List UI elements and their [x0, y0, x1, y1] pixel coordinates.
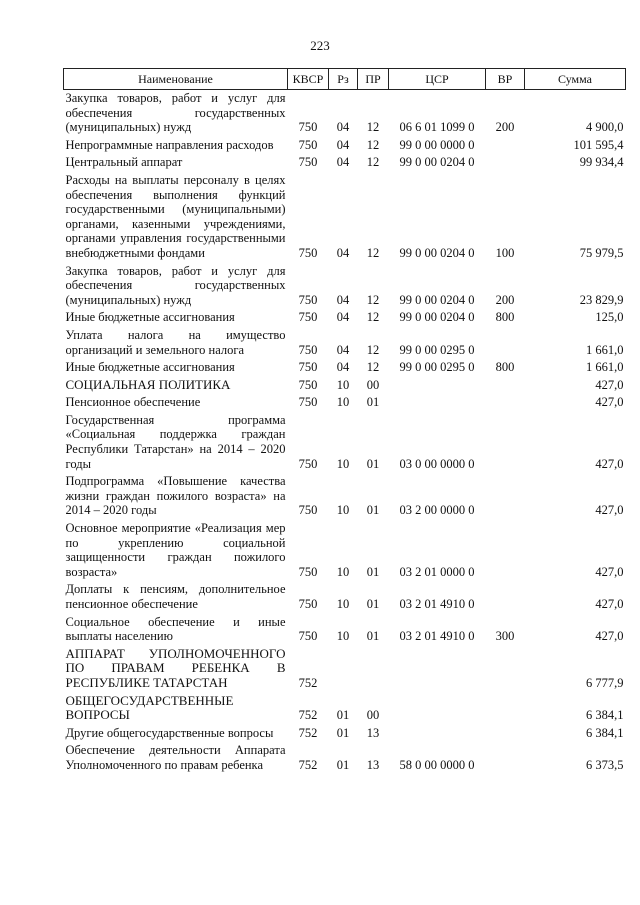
row-name: Другие общегосударственные вопросы: [65, 725, 274, 740]
row-csr: 03 2 01 4910 0: [399, 629, 475, 644]
row-pr: 12: [366, 292, 380, 307]
row-csr: [389, 377, 486, 395]
row-sum: 427,0: [595, 395, 624, 410]
row-vr: [486, 412, 525, 473]
table-header-row: [64, 69, 626, 90]
row-kvsr: 750: [298, 377, 318, 392]
row-vr: 800: [495, 360, 515, 375]
table-row: [64, 742, 626, 774]
row-name: Доплаты к пенсиям, дополнительное пенсионное обеспечение: [65, 582, 286, 611]
row-sum: 427,0: [595, 503, 624, 518]
row-rz: 10: [336, 564, 350, 579]
table-row: [64, 309, 626, 327]
row-name: Государственная программа «Социальная поддержка граждан Республики Татарстан» на 2014 – 2020 годы: [65, 412, 286, 471]
row-rz: 10: [336, 629, 350, 644]
table-row: [64, 359, 626, 377]
row-csr: 99 0 00 0204 0: [399, 292, 475, 307]
row-kvsr: 750: [298, 245, 318, 260]
row-rz: 04: [336, 245, 350, 260]
row-pr: 12: [366, 120, 380, 135]
row-csr: 99 0 00 0295 0: [399, 342, 475, 357]
row-name: Закупка товаров, работ и услуг для обеспечения государственных (муниципальных) нужд: [65, 263, 286, 307]
row-rz: 10: [336, 456, 350, 471]
row-vr: [486, 327, 525, 359]
row-sum: 125,0: [595, 310, 624, 325]
row-vr: [486, 137, 525, 155]
header-sum: Сумма: [525, 69, 626, 90]
row-sum: 6 384,1: [586, 725, 624, 740]
row-rz: 04: [336, 292, 350, 307]
row-vr: [486, 581, 525, 613]
row-kvsr: 750: [298, 503, 318, 518]
row-kvsr: 750: [298, 292, 318, 307]
row-pr: [358, 646, 389, 693]
row-csr: 03 0 00 0000 0: [399, 456, 475, 471]
row-csr: 99 0 00 0295 0: [399, 360, 475, 375]
row-sum: 75 979,5: [579, 245, 624, 260]
row-sum: 101 595,4: [573, 137, 624, 152]
row-vr: 100: [495, 245, 515, 260]
row-sum: 4 900,0: [586, 120, 624, 135]
row-rz: 10: [336, 395, 350, 410]
row-rz: 04: [336, 120, 350, 135]
row-csr: 99 0 00 0000 0: [399, 137, 475, 152]
row-kvsr: 750: [298, 155, 318, 170]
row-name: Непрограммные направления расходов: [65, 137, 274, 152]
row-sum: 23 829,9: [579, 292, 624, 307]
row-pr: 13: [366, 725, 380, 740]
row-pr: 01: [366, 597, 380, 611]
header-name: Наименование: [64, 69, 288, 90]
row-kvsr: 750: [298, 456, 318, 471]
row-rz: 10: [336, 503, 350, 518]
header-kvsr: КВСР: [288, 69, 329, 90]
row-name: Уплата налога на имущество организаций и земельного налога: [65, 327, 286, 357]
row-kvsr: 750: [298, 564, 318, 579]
table-row: [64, 614, 626, 646]
row-name: СОЦИАЛЬНАЯ ПОЛИТИКА: [65, 376, 231, 392]
table-row: [64, 263, 626, 310]
row-sum: 427,0: [595, 564, 624, 579]
row-csr: 03 2 01 0000 0: [399, 564, 475, 579]
row-name: Подпрограмма «Повышение качества жизни граждан пожилого возраста» на 2014 – 2020 годы: [65, 474, 286, 518]
budget-table: [63, 68, 626, 775]
table-row: [64, 725, 626, 743]
row-name: Расходы на выплаты персоналу в целях обеспечения выполнения функций государственными (муниципальными) органами, казенными учреждениями, органами управления государственными внебюджетными фондами: [65, 172, 286, 260]
row-csr: 03 2 00 0000 0: [399, 503, 475, 518]
row-kvsr: 750: [298, 310, 318, 325]
row-vr: [486, 377, 525, 395]
row-pr: 00: [366, 377, 380, 392]
row-sum: 6 777,9: [586, 675, 624, 690]
header-rz: Рз: [329, 69, 358, 90]
row-sum: 427,0: [595, 629, 624, 644]
row-name: Основное мероприятие «Реализация мер по укреплению социальной защищенности граждан пожилого возраста»: [65, 521, 286, 579]
table-row: [64, 137, 626, 155]
row-name: Социальное обеспечение и иные выплаты населению: [65, 614, 286, 644]
row-sum: 1 661,0: [586, 360, 624, 375]
table-row: [64, 154, 626, 172]
row-sum: 6 373,5: [586, 757, 624, 772]
row-csr: 03 2 01 4910 0: [399, 597, 475, 611]
row-rz: 01: [336, 757, 350, 772]
row-pr: 12: [366, 137, 380, 152]
row-csr: [389, 725, 486, 743]
row-pr: 01: [366, 503, 380, 518]
row-pr: 12: [366, 360, 380, 375]
row-name: Пенсионное обеспечение: [65, 395, 201, 410]
table-row: [64, 581, 626, 613]
row-kvsr: 750: [298, 360, 318, 375]
row-vr: 200: [495, 292, 515, 307]
row-pr: 12: [366, 310, 380, 325]
row-csr: [389, 394, 486, 412]
row-sum: 6 384,1: [586, 708, 624, 723]
row-kvsr: 750: [298, 137, 318, 152]
header-vr: ВР: [486, 69, 525, 90]
row-sum: 1 661,0: [586, 342, 624, 357]
row-vr: [486, 154, 525, 172]
table-row: [64, 377, 626, 395]
row-sum: 427,0: [595, 456, 624, 471]
row-pr: 12: [366, 245, 380, 260]
header-pr: ПР: [358, 69, 389, 90]
row-pr: 00: [366, 708, 380, 723]
page-number: 223: [310, 38, 330, 53]
row-name: Иные бюджетные ассигнования: [65, 310, 235, 325]
row-name: АППАРАТ УПОЛНОМОЧЕННОГО ПО ПРАВАМ РЕБЕНКА В РЕСПУБЛИКЕ ТАТАРСТАН: [65, 645, 286, 690]
row-name: Обеспечение деятельности Аппарата Уполномоченного по правам ребенка: [65, 743, 286, 772]
row-kvsr: 750: [298, 629, 318, 644]
row-vr: 300: [495, 629, 515, 644]
table-row: [64, 473, 626, 520]
table-row: [64, 646, 626, 693]
table-row: [64, 520, 626, 581]
row-name: ОБЩЕГОСУДАРСТВЕННЫЕ ВОПРОСЫ: [65, 692, 234, 723]
row-kvsr: 750: [298, 395, 318, 410]
row-rz: 10: [336, 377, 350, 392]
table-row: [64, 412, 626, 473]
row-rz: 04: [336, 155, 350, 170]
row-pr: 12: [366, 155, 380, 170]
row-pr: 01: [366, 395, 380, 410]
row-kvsr: 752: [298, 708, 318, 723]
row-rz: 04: [336, 310, 350, 325]
row-pr: 01: [366, 629, 380, 644]
row-vr: 200: [495, 120, 515, 135]
row-csr: 06 6 01 1099 0: [399, 120, 475, 135]
row-pr: 01: [366, 456, 380, 471]
row-rz: 04: [336, 360, 350, 375]
row-kvsr: 750: [298, 597, 318, 611]
row-csr: 99 0 00 0204 0: [399, 245, 475, 260]
row-kvsr: 752: [298, 675, 318, 690]
row-vr: [486, 725, 525, 743]
row-pr: 01: [366, 564, 380, 579]
row-vr: [486, 520, 525, 581]
row-kvsr: 750: [298, 342, 318, 357]
row-sum: 427,0: [595, 377, 624, 392]
row-vr: 800: [495, 310, 515, 325]
row-rz: 01: [336, 725, 350, 740]
table-row: [64, 327, 626, 359]
row-name: Закупка товаров, работ и услуг для обеспечения государственных (муниципальных) нужд: [65, 91, 286, 135]
row-pr: 12: [366, 342, 380, 357]
table-row: [64, 172, 626, 263]
row-vr: [486, 394, 525, 412]
row-csr: 99 0 00 0204 0: [399, 310, 475, 325]
row-csr: 99 0 00 0204 0: [399, 155, 475, 170]
row-csr: [389, 693, 486, 725]
table-row: [64, 693, 626, 725]
row-name: Иные бюджетные ассигнования: [65, 360, 235, 375]
row-kvsr: 752: [298, 757, 318, 772]
row-rz: 04: [336, 342, 350, 357]
row-vr: [486, 646, 525, 693]
row-vr: [486, 473, 525, 520]
row-csr: 58 0 00 0000 0: [399, 757, 475, 772]
row-rz: 04: [336, 137, 350, 152]
table-row: [64, 90, 626, 137]
row-vr: [486, 742, 525, 774]
row-sum: 99 934,4: [579, 155, 624, 170]
row-vr: [486, 693, 525, 725]
table-row: [64, 394, 626, 412]
row-pr: 13: [366, 757, 380, 772]
row-name: Центральный аппарат: [65, 155, 183, 170]
row-sum: 427,0: [595, 597, 624, 611]
header-csr: ЦСР: [389, 69, 486, 90]
row-kvsr: 752: [298, 725, 318, 740]
row-csr: [389, 646, 486, 693]
row-kvsr: 750: [298, 120, 318, 135]
row-rz: 01: [336, 708, 350, 723]
row-rz: 10: [336, 597, 350, 611]
row-rz: [329, 646, 358, 693]
